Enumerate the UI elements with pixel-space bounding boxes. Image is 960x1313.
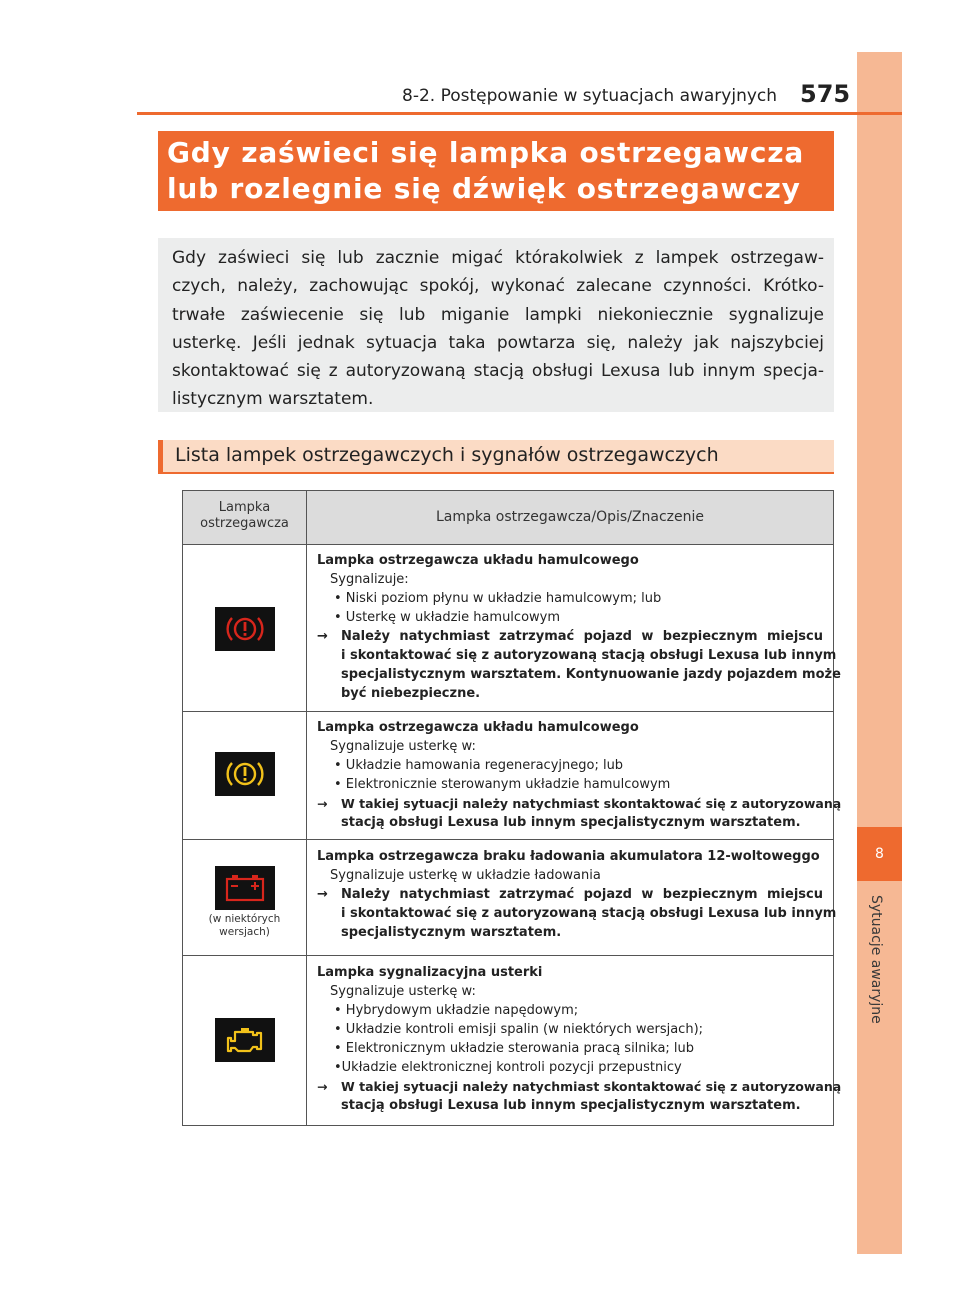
row-action-text: Należy natychmiast zatrzymać pojazd w bezpiecznym miejscu	[341, 887, 823, 902]
subheading-text: Lista lampek ostrzegawczych i sygnałów ostrzegawczych	[175, 444, 719, 466]
row-title: Lampka ostrzegawcza układu hamulcowego	[317, 720, 639, 735]
brake-warning-red-icon	[215, 607, 275, 651]
brake-warning-yellow-icon	[215, 752, 275, 796]
brake-warning-yellow-icon-svg	[215, 752, 275, 796]
row-action-text: Należy natychmiast zatrzymać pojazd w bezpiecznym miejscu	[341, 629, 823, 644]
intro-line: trwałe zaświecenie się lub miganie lampki niekoniecznie sygnalizuje	[172, 304, 824, 325]
subheading-bar	[158, 440, 163, 474]
row-action	[317, 1077, 842, 1096]
table-row	[183, 840, 837, 956]
chapter-label: Sytuacje awaryjne	[868, 895, 884, 1024]
arrow-icon: →	[317, 629, 328, 644]
header-rule	[137, 112, 902, 115]
side-tab-strip	[857, 52, 902, 1254]
col1-header-line: ostrzegawcza	[200, 516, 289, 531]
check-engine-icon-svg	[215, 1018, 275, 1062]
row-description	[317, 551, 841, 703]
brake-warning-red-icon-svg	[215, 607, 275, 651]
row-bullet: • Usterkę w układzie hamulcowym	[334, 610, 561, 625]
row-action	[317, 627, 823, 646]
table-header	[183, 491, 833, 545]
row-action-line: i skontaktować się z autoryzowaną stacją obsługi Lexusa lub innym	[341, 648, 837, 663]
row-bullet: • Hybrydowym układzie napędowym;	[334, 1003, 579, 1018]
row-action-line: stacją obsługi Lexusa lub innym specjalistycznym warsztatem.	[341, 1098, 801, 1113]
row-description	[317, 718, 842, 832]
row-action-line: specjalistycznym warsztatem. Kontynuowanie jazdy pojazdem może	[341, 667, 841, 682]
row-bullet: • Niski poziom płynu w układzie hamulcowym; lub	[334, 591, 662, 606]
icon-note	[183, 913, 306, 939]
icon-note-line: wersjach)	[219, 926, 270, 938]
table-row	[183, 545, 841, 712]
row-description	[317, 847, 837, 942]
col1-header-line: Lampka	[218, 500, 271, 515]
arrow-icon: →	[317, 887, 328, 902]
intro-box	[158, 238, 834, 412]
row-action-line: i skontaktować się z autoryzowaną stacją obsługi Lexusa lub innym	[341, 906, 837, 921]
row-action	[317, 794, 842, 813]
row-action-line: być niebezpieczne.	[341, 686, 481, 701]
section-header: 8-2. Postępowanie w sytuacjach awaryjnych	[402, 86, 778, 106]
row-bullet: • Układzie kontroli emisji spalin (w niektórych wersjach);	[334, 1022, 704, 1037]
row-bullet: • Układzie hamowania regeneracyjnego; lub	[334, 758, 624, 773]
row-signal: Sygnalizuje:	[330, 572, 409, 587]
table-row	[183, 712, 842, 840]
col1-header	[183, 500, 306, 532]
row-action-text: W takiej sytuacji należy natychmiast skontaktować się z autoryzowaną	[341, 1079, 842, 1094]
title-line-1: Gdy zaświeci się lampka ostrzegawcza	[167, 136, 805, 169]
arrow-icon: →	[317, 796, 328, 811]
page-title	[158, 131, 834, 211]
intro-line: listycznym warsztatem.	[172, 389, 374, 410]
check-engine-icon	[215, 1018, 275, 1062]
row-action-text: W takiej sytuacji należy natychmiast skontaktować się z autoryzowaną	[341, 796, 842, 811]
title-line-2: lub rozlegnie się dźwięk ostrzegawczy	[167, 172, 801, 205]
row-action-line: stacją obsługi Lexusa lub innym specjalistycznym warsztatem.	[341, 815, 801, 830]
row-action-line: specjalistycznym warsztatem.	[341, 925, 562, 940]
intro-line: usterkę. Jeśli jednak sytuacja taka powtarza się, należy jak najszybciej	[172, 332, 824, 353]
row-action	[317, 885, 823, 904]
page-number: 575	[800, 80, 851, 108]
row-bullet: •Układzie elektronicznej kontroli pozycji przepustnicy	[334, 1060, 682, 1075]
table-row	[183, 956, 842, 1125]
col2-header: Lampka ostrzegawcza/Opis/Znaczenie	[435, 509, 704, 525]
intro-line: skontaktować się z autoryzowaną stacją obsługi Lexusa lub innym specja-	[172, 361, 824, 382]
intro-line: czych, należy, zachowując spokój, wykonać zalecane czynności. Krótko-	[172, 276, 824, 297]
intro-line: Gdy zaświeci się lub zacznie migać którakolwiek z lampek ostrzegaw-	[172, 248, 824, 268]
row-description	[317, 963, 842, 1115]
battery-charge-warning-icon	[215, 866, 275, 910]
chapter-number: 8	[875, 846, 884, 862]
row-signal: Sygnalizuje usterkę w:	[330, 984, 476, 999]
row-title: Lampka ostrzegawcza braku ładowania akumulatora 12-woltoweggo	[317, 849, 820, 864]
subheading	[158, 440, 834, 474]
row-bullet: • Elektronicznie sterowanym układzie hamulcowym	[334, 777, 671, 792]
arrow-icon: →	[317, 1079, 328, 1094]
row-bullet: • Elektronicznym układzie sterowania pracą silnika; lub	[334, 1041, 695, 1056]
warning-lights-table	[182, 490, 842, 1126]
row-signal: Sygnalizuje usterkę w układzie ładowania	[330, 868, 601, 883]
row-title: Lampka ostrzegawcza układu hamulcowego	[317, 553, 639, 568]
icon-note-line: (w niektórych	[208, 913, 281, 925]
row-title: Lampka sygnalizacyjna usterki	[317, 965, 543, 980]
row-signal: Sygnalizuje usterkę w:	[330, 739, 476, 754]
battery-charge-warning-icon-svg	[215, 866, 275, 910]
